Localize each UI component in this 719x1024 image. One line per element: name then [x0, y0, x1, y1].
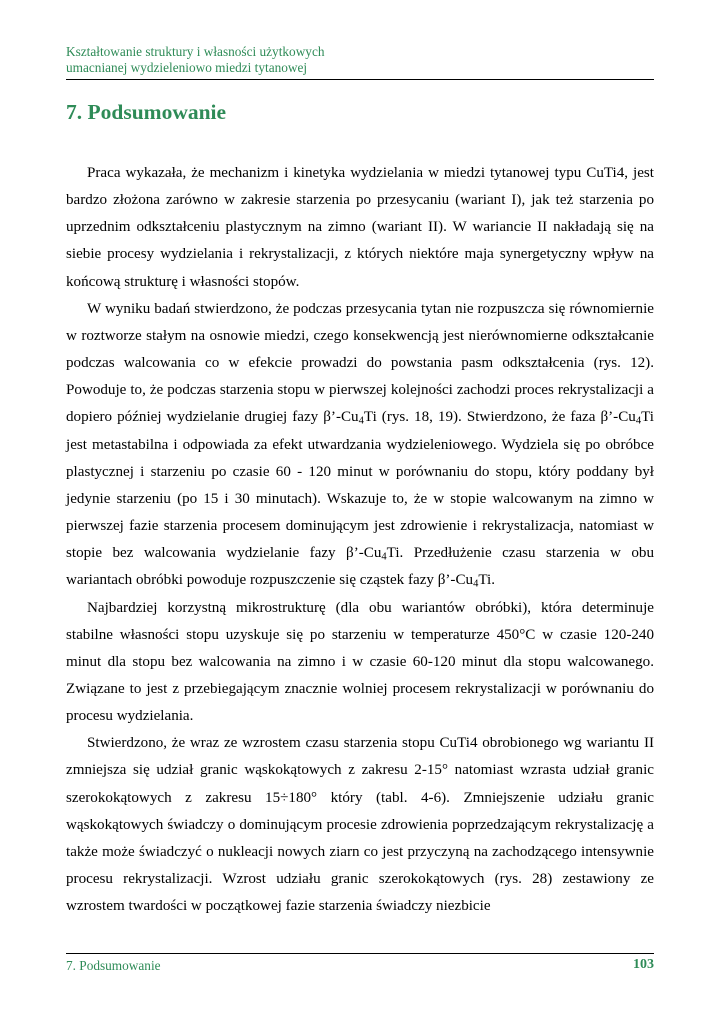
footer-section-name: 7. Podsumowanie	[66, 958, 161, 973]
subscript: 4	[381, 551, 387, 563]
text-run: Praca wykazała, że mechanizm i kinetyka wydzielania w miedzi tytanowej typu CuTi4, jest bardzo złożona zarówno w zakresie starzenia po przesycaniu (wariant I), jak też starzenia po uprzednim odkształceniu plastycznym na zimno (wariant II). W wariancie II nakładają się na siebie procesy wydzielania i rekrystalizacji, z których niektóre maja synergetyczny wpływ na końcową strukturę i własności stopów.	[66, 165, 654, 290]
text-run: W wyniku badań stwierdzono, że podczas przesycania tytan nie rozpuszcza się równomiernie w roztworze stałym na osnowie miedzi, czego konsekwencją jest nierównomierne odkształcanie podczas walcowania co w efekcie prowadzi do powstania pasm odkształcenia (rys. 12). Powoduje to, że podczas starzenia stopu w pierwszej kolejności zachodzi proces rekrystalizacji a dopiero później wydzielanie drugiej fazy β’-Cu	[66, 300, 654, 426]
text-run: Ti.	[478, 572, 496, 589]
paragraph-2	[66, 296, 654, 595]
paragraph-4	[66, 730, 654, 920]
paragraph-1	[66, 160, 654, 296]
paragraph-3	[66, 595, 654, 731]
running-header-line-1: Kształtowanie struktury i własności użytkowych	[66, 44, 325, 59]
body-text	[66, 160, 654, 920]
subscript: 4	[358, 416, 364, 428]
header-rule	[66, 79, 654, 80]
text-run: Ti. Przedłużenie czasu starzenia w obu wariantach obróbki powoduje rozpuszczenie się cząstek fazy β’-Cu	[66, 545, 654, 589]
section-title: 7. Podsumowanie	[66, 100, 227, 124]
text-run: Najbardziej korzystną mikrostrukturę (dla obu wariantów obróbki), która determinuje stabilne własności stopu uzyskuje się po starzeniu w temperaturze 450°C w czasie 120-240 minut dla stopu bez walcowania na zimno i w czasie 60-120 minut dla stopu walcowanego. Związane to jest z przebiegającym znacznie wolniej procesem rekrystalizacji w porównaniu do procesu wydzielania.	[66, 599, 654, 725]
running-header	[66, 44, 654, 76]
running-header-line-2: umacnianej wydzieleniowo miedzi tytanowej	[66, 60, 308, 75]
page-number: 103	[633, 957, 654, 972]
text-run: Stwierdzono, że wraz ze wzrostem czasu starzenia stopu CuTi4 obrobionego wg wariantu II zmniejsza się udział granic wąskokątowych z zakresu 2-15° natomiast wzrasta udział granic szerokokątowych z zakresu 15÷180° który (tabl. 4-6). Zmniejszenie udziału granic wąskokątowych świadczy o dominującym procesie zdrowienia poprzedzającym rekrystalizację a także może świadczyć o nukleacji nowych ziarn co jest przyczyną na zachodzącego intensywnie procesu rekrystalizacji. Wzrost udziału granic szerokokątowych (rys. 28) zestawiony ze wzrostem twardości w początkowej fazie starzenia świadczy niezbicie	[66, 735, 654, 915]
text-run: Ti (rys. 18, 19). Stwierdzono, że faza β’-Cu	[363, 409, 636, 426]
subscript: 4	[635, 416, 642, 428]
text-run: Ti jest metastabilna i odpowiada za efekt utwardzania wydzieleniowego. Wydziela się po obróbce plastycznej i starzeniu po czasie 60 - 120 minut w porównaniu do stopu, który poddany był jedynie starzeniu (po 15 i 30 minutach). Wskazuje to, że w stopie walcowanym na zimno w pierwszej fazie starzenia procesem dominującym jest zdrowienie i rekrystalizacja, natomiast w stopie bez walcowania wydzielanie fazy β’-Cu	[66, 409, 654, 562]
subscript: 4	[473, 578, 479, 590]
footer-rule	[66, 953, 654, 954]
